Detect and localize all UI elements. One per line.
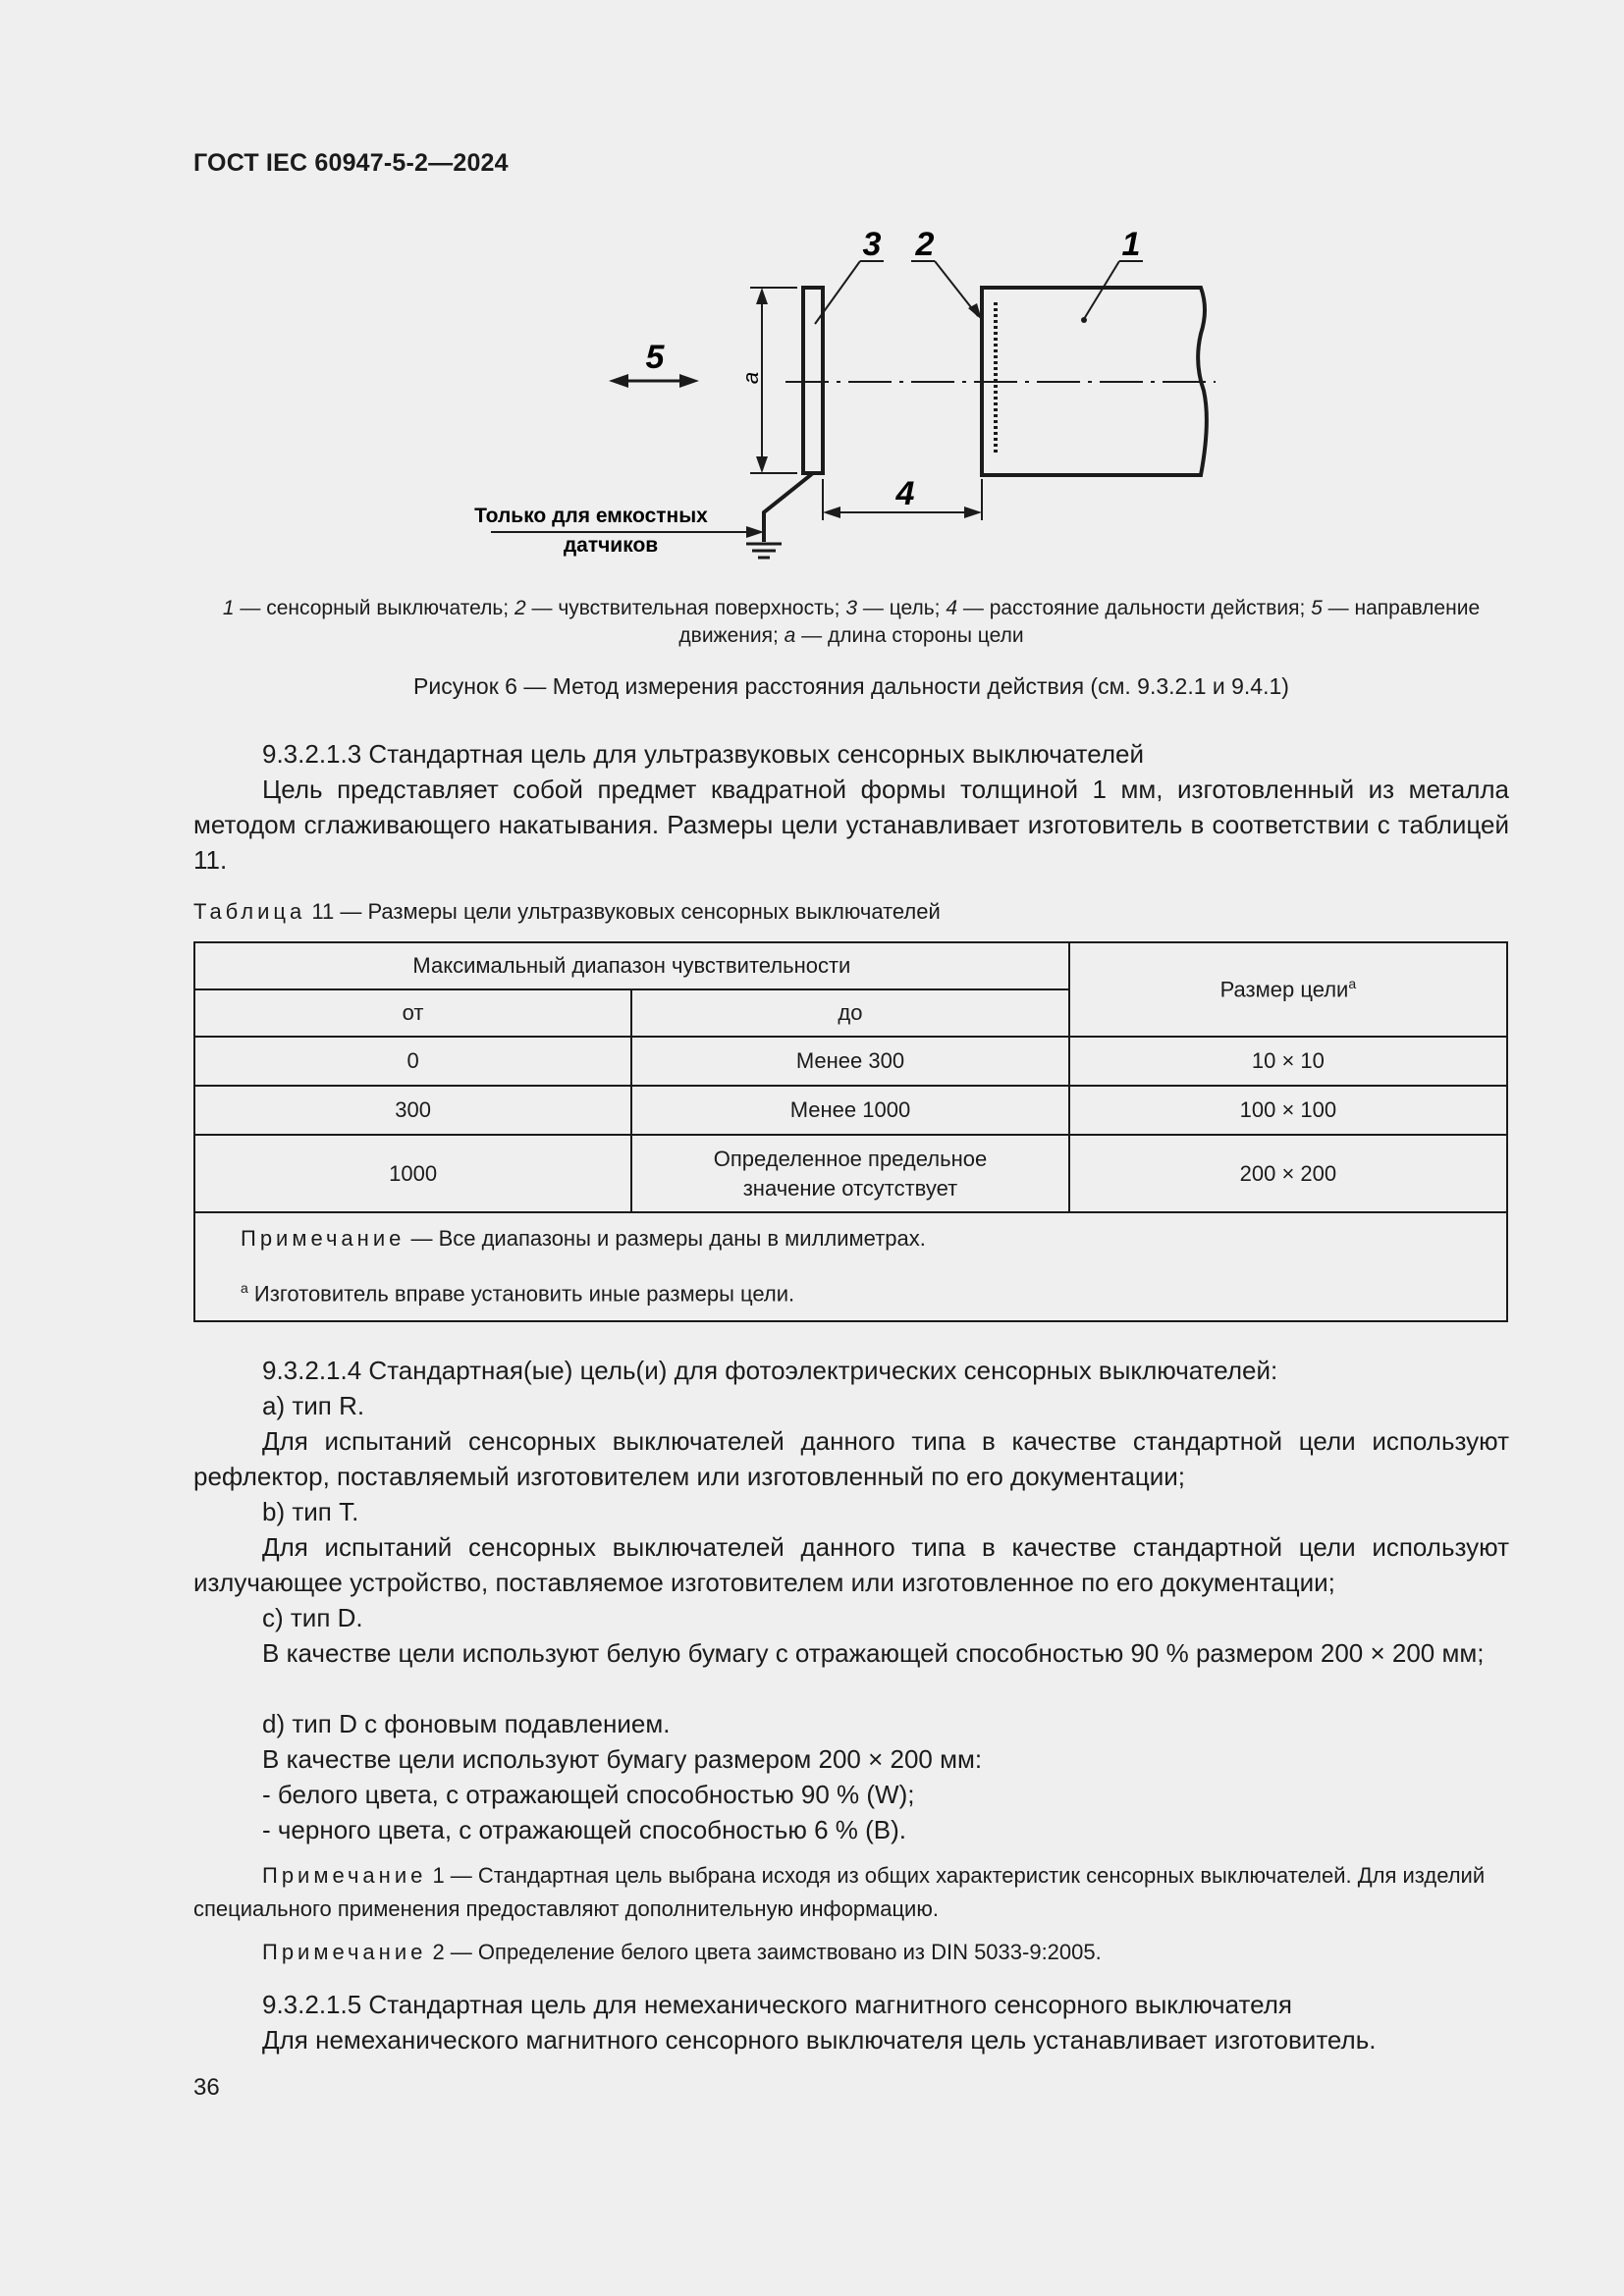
table-cell: 300 xyxy=(194,1086,631,1135)
table-cell: 100 × 100 xyxy=(1069,1086,1507,1135)
list-text-a: Для испытаний сенсорных выключателей данного типа в качестве стандартной цели используют рефлектор, поставляемый изготовителем или изготовленный по его документации; xyxy=(193,1426,1509,1491)
header-size: Размер цели$^a$ xyxy=(1069,942,1507,1037)
header-to: до xyxy=(631,989,1069,1037)
dash-item-white: - белого цвета, с отражающей способностью 90 % (W); xyxy=(262,1780,915,1809)
table-cell: Менее 300 xyxy=(631,1037,1069,1086)
table-note: Примечание — Все диапазоны и размеры даны в миллиметрах. $^a$ Изготовитель вправе установить иные размеры цели. xyxy=(194,1212,1507,1321)
section-9-3-2-1-5-heading: 9.3.2.1.5 Стандартная цель для немеханического магнитного сенсорного выключателя xyxy=(262,1990,1292,2019)
table-cell: 200 × 200 xyxy=(1069,1135,1507,1212)
callout-3: 3 xyxy=(862,226,882,263)
table-cell: 0 xyxy=(194,1037,631,1086)
list-text-d: В качестве цели используют бумагу размером 200 × 200 мм: xyxy=(262,1744,983,1774)
ground-label-line2: датчиков xyxy=(563,534,659,557)
document-header: ГОСТ IEC 60947-5-2—2024 xyxy=(193,149,509,177)
table-11-title: Таблица 11 — Размеры цели ультразвуковых сенсорных выключателей xyxy=(193,899,941,924)
callout-5: 5 xyxy=(645,339,665,376)
figure-caption: Рисунок 6 — Метод измерения расстояния дальности действия (см. 9.3.2.1 и 9.4.1) xyxy=(413,673,1289,699)
table-cell: Менее 1000 xyxy=(631,1086,1069,1135)
section-9-3-2-1-4-heading: 9.3.2.1.4 Стандартная(ые) цель(и) для фотоэлектрических сенсорных выключателей: xyxy=(262,1356,1278,1385)
section-9-3-2-1-3-heading: 9.3.2.1.3 Стандартная цель для ультразвуковых сенсорных выключателей xyxy=(262,739,1144,769)
figure-legend: 1 — сенсорный выключатель; 2 — чувствительная поверхность; 3 — цель; 4 — расстояние дальности действия; 5 — направление движения; a — длина стороны цели xyxy=(222,597,1481,647)
table-cell: 1000 xyxy=(194,1135,631,1212)
callout-4: 4 xyxy=(895,475,915,512)
list-item-d: d) тип D с фоновым подавлением. xyxy=(262,1709,671,1738)
callout-1: 1 xyxy=(1121,226,1141,263)
list-text-b: Для испытаний сенсорных выключателей данного типа в качестве стандартной цели используют излучающее устройство, поставляемое изготовителем или изготовленное по его документации; xyxy=(193,1532,1509,1597)
list-text-c: В качестве цели используют белую бумагу с отражающей способностью 90 % размером 200 × 200 мм; xyxy=(262,1638,1485,1668)
table-cell: Определенное предельное значение отсутствует xyxy=(631,1135,1069,1212)
list-item-c: c) тип D. xyxy=(262,1603,363,1632)
section-9-3-2-1-5-body: Для немеханического магнитного сенсорного выключателя цель устанавливает изготовитель. xyxy=(262,2025,1377,2055)
leader-1 xyxy=(1084,261,1119,319)
list-item-a: a) тип R. xyxy=(262,1391,365,1420)
note-1: Примечание 1 — Стандартная цель выбрана исходя из общих характеристик сенсорных выключателей. Для изделий специального применения предоставляют дополнительную информацию. xyxy=(193,1863,1486,1921)
dash-item-black: - черного цвета, с отражающей способностью 6 % (B). xyxy=(262,1815,906,1844)
section-9-3-2-1-3-body: Цель представляет собой предмет квадратной формы толщиной 1 мм, изготовленный из металла методом сглаживающего накатывания. Размеры цели устанавливает изготовитель в соответствии с таблицей 11. xyxy=(193,774,1509,875)
table-11 xyxy=(193,941,1508,1322)
header-from: от xyxy=(194,989,631,1037)
note-2: Примечание 2 — Определение белого цвета заимствовано из DIN 5033-9:2005. xyxy=(262,1940,1102,1964)
header-range: Максимальный диапазон чувствительности xyxy=(194,942,1069,989)
ground-label-line1: Только для емкостных xyxy=(474,505,708,527)
list-item-b: b) тип T. xyxy=(262,1497,359,1526)
figure-6-diagram xyxy=(0,0,1624,589)
callout-2: 2 xyxy=(915,226,935,263)
ground-wire xyxy=(764,473,813,542)
page-number: 36 xyxy=(193,2074,220,2101)
table-cell: 10 × 10 xyxy=(1069,1037,1507,1086)
label-a: a xyxy=(738,371,763,385)
